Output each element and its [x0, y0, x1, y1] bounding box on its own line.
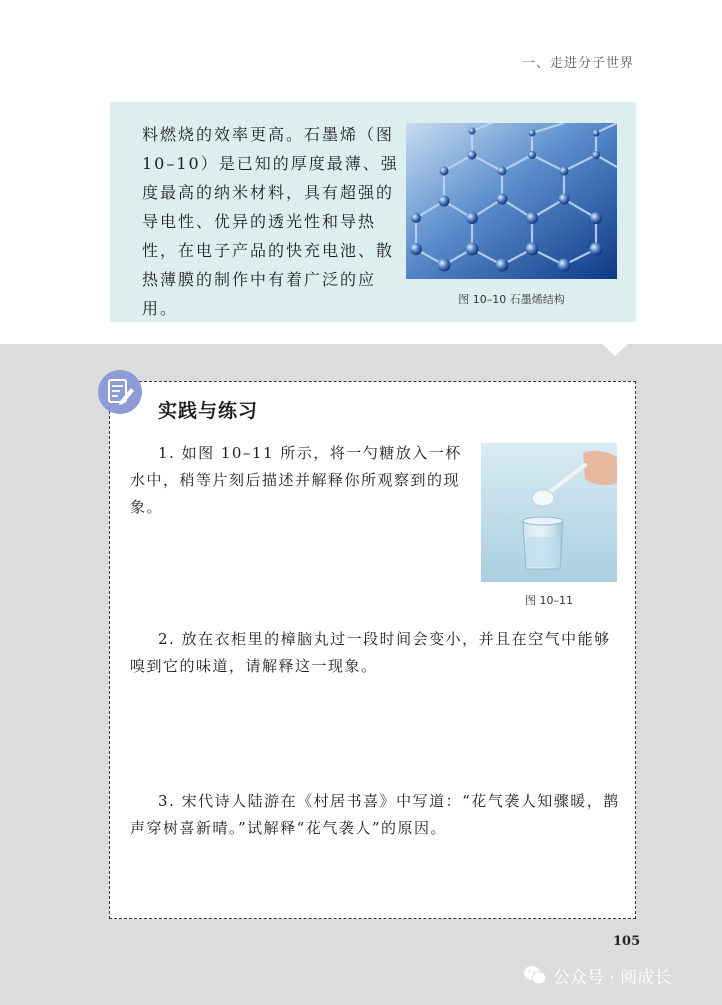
figure-10-11-caption: 图 10–11 — [525, 594, 573, 607]
watermark — [523, 961, 703, 989]
question-1: 1. 如图 10–11 所示，将一勺糖放入一杯水中，稍等片刻后描述并解释你所观察到的现象。 — [130, 444, 462, 516]
graphene-paragraph: 料燃烧的效率更高。石墨烯（图10–10）是已知的厚度最薄、强度最高的纳米材料，具有超强的导电性、优异的透光性和导热性，在电子产品的快充电池、散热薄膜的制作中有着广泛的应用。 — [142, 125, 399, 318]
chapter-header: 一、走进分子世界 — [521, 56, 634, 71]
watermark-text: 公众号 · 阅成长 — [553, 967, 672, 988]
graphene-info-box — [110, 102, 636, 322]
figure-10-10-caption: 图 10–10 石墨烯结构 — [458, 293, 565, 306]
spoon-sugar-water-image — [481, 443, 617, 582]
background-notch — [602, 344, 628, 356]
practice-title: 实践与练习 — [158, 400, 259, 422]
pencil-note-icon — [98, 370, 142, 414]
graphene-lattice-image — [406, 123, 617, 279]
question-2: 2. 放在衣柜里的樟脑丸过一段时间会变小，并且在空气中能够嗅到它的味道，请解释这一现象。 — [130, 630, 611, 675]
question-3: 3. 宋代诗人陆游在《村居书喜》中写道：“花气袭人知骤暖，鹊声穿树喜新晴。”试解释“花气袭人”的原因。 — [130, 792, 620, 837]
page-number: 105 — [613, 934, 641, 949]
wechat-icon — [523, 964, 547, 986]
